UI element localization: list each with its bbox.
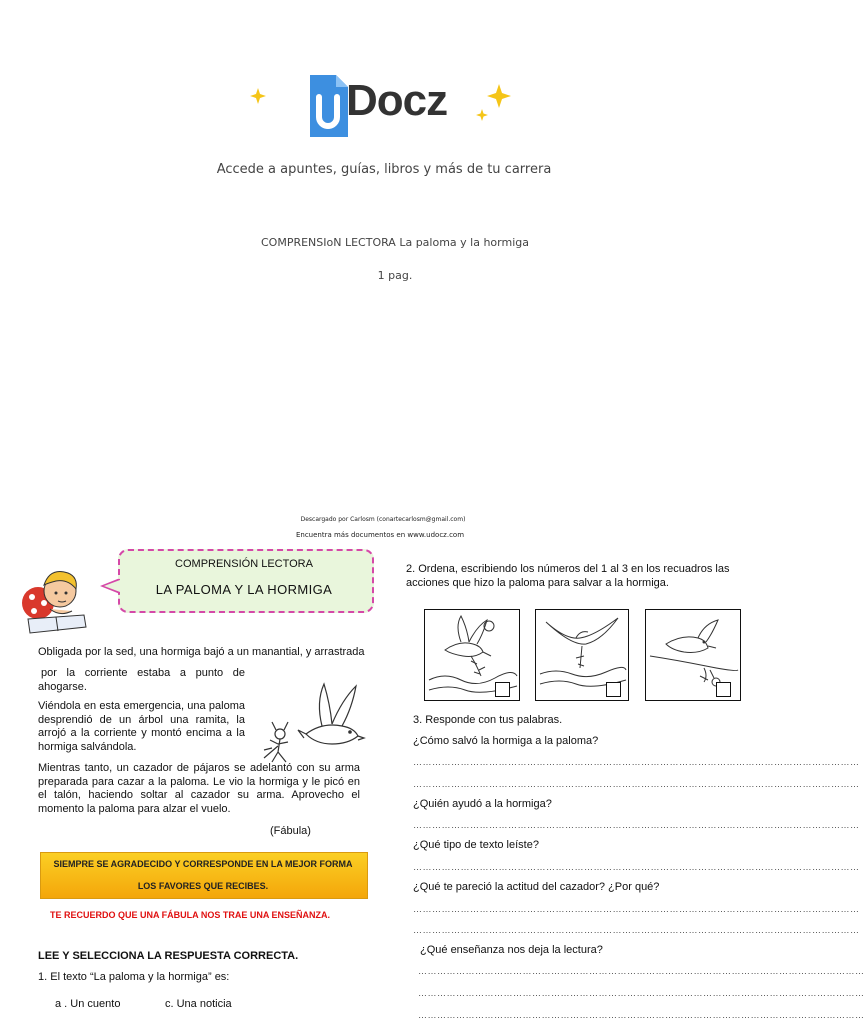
question-3b: ¿Quién ayudó a la hormiga? bbox=[413, 798, 552, 810]
picture-panel-1 bbox=[424, 609, 520, 701]
question-3e: ¿Qué enseñanza nos deja la lectura? bbox=[420, 944, 603, 956]
moral-line-2: LOS FAVORES QUE RECIBES. bbox=[137, 881, 269, 891]
story-paragraph-4: Mientras tanto, un cazador de pájaros se adelantó con su arma preparada para cazar a la paloma. Le vio la hormiga y le picó en el talón, haciendo soltar al cazador su arma. Aprovecho el momento la paloma para alzar el vuelo. bbox=[38, 762, 360, 815]
question-3d: ¿Qué te pareció la actitud del cazador? ¿Por qué? bbox=[413, 881, 660, 893]
answer-line[interactable]: …………………………………………………………………………………………………………………………… bbox=[413, 820, 860, 830]
question-3: 3. Responde con tus palabras. bbox=[413, 714, 563, 726]
question-1: 1. El texto “La paloma y la hormiga” es: bbox=[38, 971, 230, 983]
answer-line[interactable]: …………………………………………………………………………………………………………………………… bbox=[413, 925, 860, 935]
worksheet-title: LA PALOMA Y LA HORMIGA bbox=[155, 582, 333, 597]
sparkle-icon bbox=[487, 84, 511, 108]
option-a[interactable]: a . Un cuento bbox=[55, 998, 121, 1010]
reading-child-illustration bbox=[20, 563, 90, 635]
dove-and-ant-illustration bbox=[258, 678, 368, 768]
answer-line[interactable]: …………………………………………………………………………………………………………………………… bbox=[418, 966, 865, 976]
moral-line-1: SIEMPRE SE AGRADECIDO Y CORRESPONDE EN LA MEJOR FORMA bbox=[53, 859, 353, 869]
answer-line[interactable]: …………………………………………………………………………………………………………………………… bbox=[418, 988, 865, 998]
order-box-3[interactable] bbox=[716, 682, 731, 697]
question-3c: ¿Qué tipo de texto leíste? bbox=[413, 839, 539, 851]
question-3a: ¿Cómo salvó la hormiga a la paloma? bbox=[413, 735, 599, 747]
story-source: (Fábula) bbox=[270, 825, 311, 837]
fable-reminder: TE RECUERDO QUE UNA FÁBULA NOS TRAE UNA ENSEÑANZA. bbox=[50, 910, 331, 920]
order-box-2[interactable] bbox=[606, 682, 621, 697]
logo-wordmark: Docz bbox=[346, 76, 448, 125]
order-box-1[interactable] bbox=[495, 682, 510, 697]
answer-line[interactable]: …………………………………………………………………………………………………………………………… bbox=[413, 904, 860, 914]
sparkle-icon bbox=[250, 88, 266, 104]
more-documents-link[interactable]: Encuentra más documentos en www.udocz.com bbox=[295, 531, 465, 539]
picture-panel-2 bbox=[535, 609, 629, 701]
question-2: 2. Ordena, escribiendo los números del 1 al 3 en los recuadros las acciones que hizo la paloma para salvar a la hormiga. bbox=[406, 563, 730, 589]
picture-panel-3 bbox=[645, 609, 741, 701]
answer-line[interactable]: …………………………………………………………………………………………………………………………… bbox=[413, 757, 860, 767]
tagline: Accede a apuntes, guías, libros y más de tu carrera bbox=[216, 162, 552, 177]
answer-line[interactable]: …………………………………………………………………………………………………………………………… bbox=[413, 862, 860, 872]
story-paragraph-3: Viéndola en esta emergencia, una paloma desprendió de un árbol una ramita, la arrojó a la corriente y montó encima a la hormiga salvándola. bbox=[38, 700, 245, 753]
story-paragraph-1: Obligada por la sed, una hormiga bajó a un manantial, y arrastrada bbox=[38, 646, 365, 658]
document-title: COMPRENSIoN LECTORA La paloma y la hormiga bbox=[261, 236, 529, 249]
option-c[interactable]: c. Una noticia bbox=[165, 998, 232, 1010]
download-credit: Descargado por Carlosm (conartecarlosm@gmail.com) bbox=[300, 516, 466, 523]
worksheet-subtitle: COMPRENSIÓN LECTORA bbox=[175, 558, 313, 570]
udocz-logo[interactable] bbox=[300, 70, 470, 140]
answer-line[interactable]: …………………………………………………………………………………………………………………………… bbox=[413, 779, 860, 789]
select-heading: LEE Y SELECCIONA LA RESPUESTA CORRECTA. bbox=[38, 950, 299, 962]
page-count: 1 pag. bbox=[377, 269, 413, 282]
sparkle-icon bbox=[476, 109, 488, 121]
answer-line[interactable]: …………………………………………………………………………………………………………………………… bbox=[418, 1010, 865, 1020]
story-paragraph-2: por la corriente estaba a punto de ahogarse. bbox=[38, 667, 245, 693]
